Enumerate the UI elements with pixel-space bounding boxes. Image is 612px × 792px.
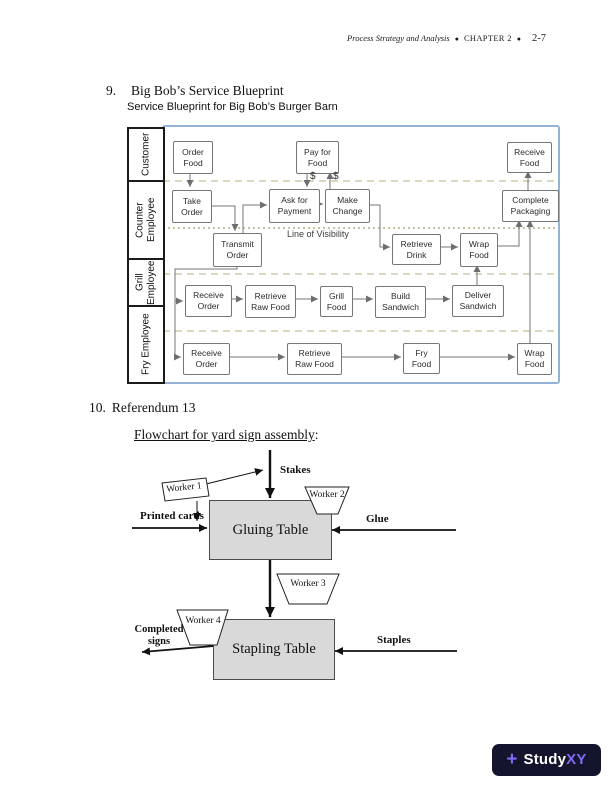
- box-ask-for-payment: Ask for Payment: [269, 189, 320, 223]
- header-bullet-icon: ●: [454, 35, 459, 43]
- item-9-title: Big Bob’s Service Blueprint: [131, 83, 284, 98]
- journal-title: Process Strategy and Analysis: [347, 33, 450, 43]
- lane-label-counter-employee: Counter Employee: [127, 180, 165, 260]
- box-order-food: Order Food: [173, 141, 213, 174]
- header-bullet-icon: ●: [516, 35, 521, 43]
- box-retrieve-drink: Retrieve Drink: [392, 234, 441, 265]
- flowchart-heading-colon: :: [314, 427, 319, 442]
- logo-text-study: Study: [523, 751, 567, 768]
- completed-signs-label: Completed signs: [134, 624, 184, 648]
- gluing-table: Gluing Table: [209, 500, 332, 560]
- lane-label-fry-employee: Fry Employee: [127, 305, 165, 384]
- box-receive-food: Receive Food: [507, 142, 552, 173]
- box-make-change: Make Change: [325, 189, 370, 223]
- box-transmit-order: Transmit Order: [213, 233, 262, 267]
- worker-4-label: Worker 4: [185, 616, 221, 626]
- worker-3-label: Worker 3: [290, 579, 326, 589]
- line-of-visibility-label: Line of Visibility: [287, 229, 349, 239]
- glue-label: Glue: [366, 513, 389, 525]
- box-receive-order-grill: Receive Order: [185, 285, 232, 317]
- item-9-number: 9.: [106, 83, 117, 98]
- box-retrieve-raw-food-grill: Retrieve Raw Food: [245, 285, 296, 318]
- box-fry-food: Fry Food: [403, 343, 440, 374]
- lane-label-grill-employee: Grill Employee: [127, 258, 165, 307]
- item-10-number: 10.: [89, 400, 106, 415]
- worker-1-label: Worker 1: [165, 481, 203, 495]
- worker-2-label: Worker 2: [309, 490, 345, 500]
- chapter-label: CHAPTER 2: [463, 33, 512, 43]
- stakes-label: Stakes: [280, 464, 311, 476]
- box-take-order: Take Order: [172, 190, 212, 223]
- box-deliver-sandwich: Deliver Sandwich: [452, 285, 504, 317]
- staples-label: Staples: [377, 634, 411, 646]
- printed-cards-label: Printed cards: [140, 510, 204, 522]
- box-pay-for-food: Pay for Food: [296, 141, 339, 174]
- plus-icon: +: [506, 748, 518, 770]
- page-number: 2-7: [532, 33, 546, 44]
- dollar-sign-left: $: [310, 171, 316, 182]
- flowchart-heading-text: Flowchart for yard sign assembly: [134, 427, 315, 442]
- item-10-title: Referendum 13: [111, 400, 196, 415]
- box-complete-packaging: Complete Packaging: [502, 190, 559, 222]
- box-receive-order-fry: Receive Order: [183, 343, 230, 375]
- box-retrieve-raw-food-fry: Retrieve Raw Food: [287, 343, 342, 375]
- box-wrap-food-fry: Wrap Food: [517, 343, 552, 375]
- dollar-sign-right: $: [333, 171, 339, 182]
- logo-text-xy: XY: [566, 751, 587, 768]
- box-grill-food: Grill Food: [320, 286, 353, 317]
- stapling-table: Stapling Table: [213, 619, 335, 680]
- lane-label-customer: Customer: [127, 127, 165, 182]
- blueprint-subtitle: Service Blueprint for Big Bob’s Burger Barn: [127, 101, 338, 113]
- box-wrap-food-counter: Wrap Food: [460, 233, 498, 267]
- box-build-sandwich: Build Sandwich: [375, 286, 426, 318]
